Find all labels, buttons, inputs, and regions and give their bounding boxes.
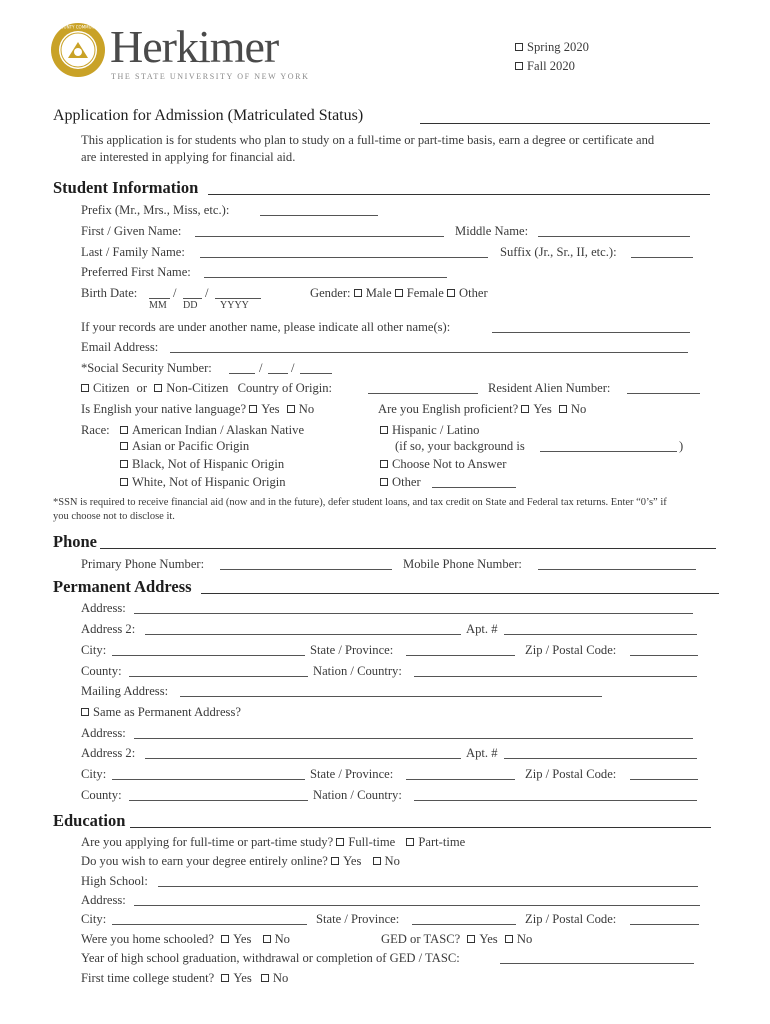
intro-line-1: This application is for students who plan to study on a full-time or part-time basis, earn a degree or certificate and [81, 133, 655, 147]
birth-day-field[interactable] [183, 298, 202, 299]
race-label: Race: [81, 423, 110, 437]
alien-number-field[interactable] [627, 393, 700, 394]
checkbox-icon[interactable] [81, 384, 89, 392]
address2-field[interactable] [145, 634, 461, 635]
apt-label: Apt. # [466, 622, 498, 636]
checkbox-icon[interactable] [559, 405, 567, 413]
checkbox-icon[interactable] [154, 384, 162, 392]
nation-field[interactable] [414, 676, 697, 677]
email-field[interactable] [170, 352, 688, 353]
mailing-address-field[interactable] [134, 738, 693, 739]
other-names-field[interactable] [492, 332, 690, 333]
mailing-city-label: City: [81, 767, 107, 781]
city-field[interactable] [112, 655, 305, 656]
suffix-field[interactable] [631, 257, 693, 258]
checkbox-icon[interactable] [467, 935, 475, 943]
date-separator: / [173, 286, 177, 300]
checkbox-icon[interactable] [373, 857, 381, 865]
checkbox-icon[interactable] [406, 838, 414, 846]
checkbox-icon[interactable] [287, 405, 295, 413]
birth-month-field[interactable] [149, 298, 170, 299]
checkbox-icon[interactable] [120, 442, 128, 450]
english-proficient-row: Are you English proficient? Yes No [378, 402, 587, 416]
mailing-city-field[interactable] [112, 779, 305, 780]
mailing-address2-label: Address 2: [81, 746, 136, 760]
gender-male: Male [365, 286, 392, 300]
last-name-field[interactable] [200, 257, 488, 258]
hs-address-label: Address: [81, 893, 126, 907]
birth-month-hint: MM [149, 300, 167, 311]
apt-field[interactable] [504, 634, 697, 635]
checkbox-icon[interactable] [395, 289, 403, 297]
mailing-nation-label: Nation / Country: [313, 788, 402, 802]
checkbox-icon[interactable] [336, 838, 344, 846]
heading-rule [208, 194, 710, 195]
mailing-field[interactable] [180, 696, 602, 697]
middle-name-field[interactable] [538, 236, 690, 237]
citizen-option: Citizen [93, 381, 130, 395]
prefix-field[interactable] [260, 215, 378, 216]
checkbox-icon[interactable] [331, 857, 339, 865]
home-schooled-row: Were you home schooled? Yes No [81, 932, 290, 946]
prefix-label: Prefix (Mr., Mrs., Miss, etc.): [81, 203, 230, 217]
alien-number-label: Resident Alien Number: [488, 381, 611, 395]
checkbox-icon[interactable] [505, 935, 513, 943]
checkbox-icon[interactable] [120, 478, 128, 486]
race-hispanic[interactable]: Hispanic / Latino [380, 423, 479, 438]
ssn-field-2[interactable] [268, 373, 288, 374]
mailing-state-field[interactable] [406, 779, 515, 780]
same-as-permanent[interactable]: Same as Permanent Address? [81, 705, 241, 720]
study-type-row: Are you applying for full-time or part-time study? Full-time Part-time [81, 835, 466, 849]
checkbox-icon[interactable] [515, 62, 523, 70]
mailing-apt-label: Apt. # [466, 746, 498, 760]
first-name-label: First / Given Name: [81, 224, 182, 238]
high-school-label: High School: [81, 874, 148, 888]
primary-phone-field[interactable] [220, 569, 392, 570]
checkbox-icon[interactable] [81, 708, 89, 716]
middle-name-label: Middle Name: [455, 224, 529, 238]
race-white[interactable]: White, Not of Hispanic Origin [120, 475, 286, 490]
mailing-nation-field[interactable] [414, 800, 697, 801]
mailing-zip-label: Zip / Postal Code: [525, 767, 617, 781]
gender-group [310, 286, 488, 301]
intro-line-2: are interested in applying for financial aid. [81, 150, 296, 164]
checkbox-icon[interactable] [515, 43, 523, 51]
english-native-row: Is English your native language? Yes No [81, 402, 315, 416]
grad-year-field[interactable] [500, 963, 694, 964]
email-label: Email Address: [81, 340, 159, 354]
logo-subtitle: THE STATE UNIVERSITY OF NEW YORK [111, 72, 310, 81]
hs-address-field[interactable] [134, 905, 700, 906]
birth-day-hint: DD [183, 300, 198, 311]
checkbox-icon[interactable] [380, 460, 388, 468]
mailing-state-label: State / Province: [310, 767, 394, 781]
mobile-phone-field[interactable] [538, 569, 696, 570]
heading-rule [100, 548, 716, 549]
background-close: ) [679, 439, 684, 453]
zip-field[interactable] [630, 655, 698, 656]
hs-state-field[interactable] [412, 924, 516, 925]
country-label: Country of Origin: [237, 381, 333, 395]
county-field[interactable] [129, 676, 308, 677]
ssn-note-line-2: you choose not to disclose it. [53, 511, 175, 522]
birth-year-hint: YYYY [220, 300, 249, 311]
checkbox-icon[interactable] [221, 974, 229, 982]
ssn-label: *Social Security Number: [81, 361, 212, 375]
race-black[interactable]: Black, Not of Hispanic Origin [120, 457, 284, 472]
background-field[interactable] [540, 451, 677, 452]
mailing-county-field[interactable] [129, 800, 308, 801]
term-fall[interactable]: Fall 2020 [515, 59, 575, 74]
birth-year-field[interactable] [215, 298, 261, 299]
checkbox-icon[interactable] [221, 935, 229, 943]
hs-zip-label: Zip / Postal Code: [525, 912, 617, 926]
mailing-zip-field[interactable] [630, 779, 698, 780]
ssn-separator: / [291, 361, 295, 375]
mobile-phone-label: Mobile Phone Number: [403, 557, 522, 571]
hs-state-label: State / Province: [316, 912, 400, 926]
address-label: Address: [81, 601, 126, 615]
date-separator: / [205, 286, 209, 300]
checkbox-icon[interactable] [261, 974, 269, 982]
last-name-label: Last / Family Name: [81, 245, 185, 259]
checkbox-icon[interactable] [521, 405, 529, 413]
state-label: State / Province: [310, 643, 394, 657]
address2-label: Address 2: [81, 622, 136, 636]
checkbox-icon[interactable] [447, 289, 455, 297]
title-rule [420, 123, 710, 124]
page-title: Application for Admission (Matriculated Status) [53, 107, 364, 124]
grad-year-label: Year of high school graduation, withdrawal or completion of GED / TASC: [81, 951, 460, 965]
section-heading-education: Education [53, 811, 126, 830]
non-citizen-option: Non-Citizen [166, 381, 229, 395]
nation-label: Nation / Country: [313, 664, 402, 678]
race-other[interactable]: Other [380, 475, 421, 490]
county-label: County: [81, 664, 122, 678]
gender-female: Female [406, 286, 444, 300]
term-spring[interactable]: Spring 2020 [515, 40, 589, 55]
mailing-label: Mailing Address: [81, 684, 169, 698]
checkbox-icon[interactable] [263, 935, 271, 943]
ssn-field-1[interactable] [229, 373, 255, 374]
suffix-label: Suffix (Jr., Sr., II, etc.): [500, 245, 617, 259]
ssn-separator: / [259, 361, 263, 375]
ssn-note-line-1: *SSN is required to receive financial aid (now and in the future), defer student loans, and tax credit on State and Federal tax returns. Enter “0’s” if [53, 497, 667, 508]
state-field[interactable] [406, 655, 515, 656]
checkbox-icon[interactable] [120, 460, 128, 468]
checkbox-icon[interactable] [380, 478, 388, 486]
mailing-apt-field[interactable] [504, 758, 697, 759]
citizenship-row: Citizen or Non-Citizen Country of Origin: [81, 381, 332, 396]
checkbox-icon[interactable] [380, 426, 388, 434]
race-asian[interactable]: Asian or Pacific Origin [120, 439, 249, 454]
race-choose-not[interactable]: Choose Not to Answer [380, 457, 506, 472]
hs-zip-field[interactable] [630, 924, 699, 925]
online-row: Do you wish to earn your degree entirely online? Yes No [81, 854, 400, 868]
college-seal [35, 22, 121, 78]
city-label: City: [81, 643, 107, 657]
logo-word: Herkimer [110, 21, 279, 72]
address-field[interactable] [134, 613, 693, 614]
race-american-indian[interactable]: American Indian / Alaskan Native [120, 423, 304, 438]
checkbox-icon[interactable] [354, 289, 362, 297]
mailing-address2-field[interactable] [145, 758, 461, 759]
first-name-field[interactable] [195, 236, 444, 237]
primary-phone-label: Primary Phone Number: [81, 557, 205, 571]
race-other-field[interactable] [432, 487, 516, 488]
seal-text: HERKIMER COUNTY COMMUNITY COLLEGE [35, 24, 121, 30]
preferred-name-field[interactable] [204, 277, 447, 278]
mailing-address-label: Address: [81, 726, 126, 740]
ssn-field-3[interactable] [300, 373, 332, 374]
checkbox-icon[interactable] [120, 426, 128, 434]
other-names-label: If your records are under another name, please indicate all other name(s): [81, 320, 451, 334]
hs-city-label: City: [81, 912, 107, 926]
heading-rule [201, 593, 719, 594]
ged-row: GED or TASC? Yes No [381, 932, 533, 946]
birth-date-label: Birth Date: [81, 286, 138, 300]
heading-rule [130, 827, 711, 828]
gender-label: Gender: [310, 286, 351, 300]
preferred-name-label: Preferred First Name: [81, 265, 191, 279]
gender-other: Other [459, 286, 488, 300]
first-time-row: First time college student? Yes No [81, 971, 289, 985]
zip-label: Zip / Postal Code: [525, 643, 617, 657]
section-heading-phone: Phone [53, 532, 98, 551]
high-school-field[interactable] [158, 886, 698, 887]
mailing-county-label: County: [81, 788, 122, 802]
country-field[interactable] [368, 393, 478, 394]
hs-city-field[interactable] [112, 924, 307, 925]
section-heading-student: Student Information [53, 178, 199, 197]
section-heading-address: Permanent Address [53, 577, 192, 596]
background-label: (if so, your background is [395, 439, 525, 453]
checkbox-icon[interactable] [249, 405, 257, 413]
